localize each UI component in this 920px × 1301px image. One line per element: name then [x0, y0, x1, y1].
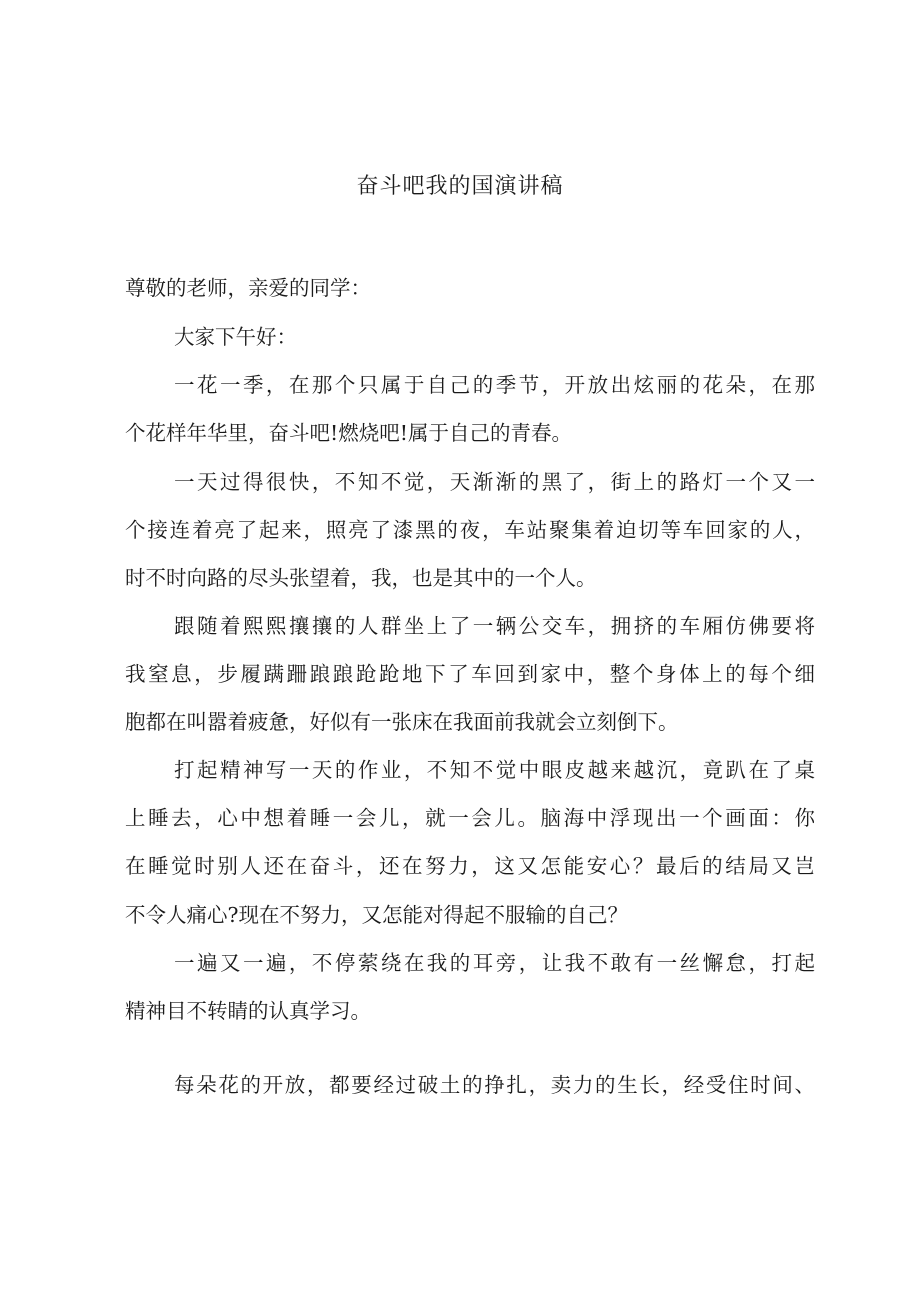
- paragraph-line: 在睡觉时别人还在奋斗，还在努力，这又怎能安心？最后的结局又岂: [125, 854, 815, 878]
- greeting-line: 大家下午好：: [174, 325, 297, 349]
- paragraph-line: 每朵花的开放，都要经过破土的挣扎，卖力的生长，经受住时间、: [174, 1073, 815, 1097]
- paragraph-line: 个接连着亮了起来，照亮了漆黑的夜，车站聚集着迫切等车回家的人，: [125, 518, 815, 542]
- salutation-line: 尊敬的老师，亲爱的同学：: [125, 276, 371, 300]
- paragraph-line: 时不时向路的尽头张望着，我，也是其中的一个人。: [125, 566, 597, 590]
- paragraph-line: 个花样年华里，奋斗吧!燃烧吧!属于自己的青春。: [125, 421, 572, 445]
- paragraph-line: 上睡去，心中想着睡一会儿，就一会儿。脑海中浮现出一个画面：你: [125, 806, 815, 830]
- paragraph-line: 跟随着熙熙攘攘的人群坐上了一辆公交车，拥挤的车厢仿佛要将: [174, 614, 815, 638]
- paragraph-line: 一遍又一遍，不停萦绕在我的耳旁，让我不敢有一丝懈怠，打起: [174, 951, 815, 975]
- paragraph-line: 不令人痛心?现在不努力，又怎能对得起不服输的自己？: [125, 903, 628, 927]
- paragraph-line: 一天过得很快，不知不觉，天渐渐的黑了，街上的路灯一个又一: [174, 470, 815, 494]
- paragraph-line: 胞都在叫嚣着疲惫，好似有一张床在我面前我就会立刻倒下。: [125, 710, 679, 734]
- paragraph-line: 精神目不转睛的认真学习。: [125, 999, 371, 1023]
- paragraph-line: 我窒息，步履蹒跚踉踉跄跄地下了车回到家中，整个身体上的每个细: [125, 662, 815, 686]
- document-title: 奋斗吧我的国演讲稿: [356, 174, 564, 199]
- paragraph-line: 一花一季，在那个只属于自己的季节，开放出炫丽的花朵，在那: [174, 373, 815, 397]
- paragraph-line: 打起精神写一天的作业，不知不觉中眼皮越来越沉，竟趴在了桌: [174, 758, 815, 782]
